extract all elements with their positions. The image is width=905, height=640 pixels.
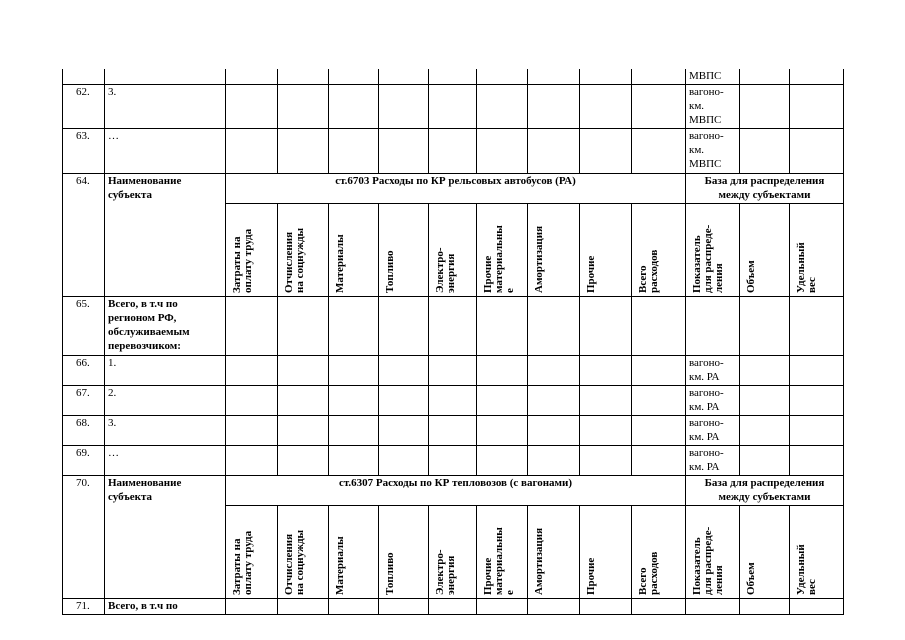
column-header [477,505,528,598]
section-header-row [63,173,844,203]
distribution-base-cell: вагоно- км. РА [686,355,740,385]
volume-cell [740,415,790,445]
weight-cell [790,415,844,445]
cost-cell [329,296,379,355]
cost-cell [278,385,329,415]
row-name: Всего, в т.ч по [105,598,226,614]
cost-cell [632,296,686,355]
volume-cell [740,355,790,385]
cost-cell [632,445,686,475]
row-name: Всего, в т.ч по регионом РФ, обслуживаемым перевозчиком: [105,296,226,355]
cost-cell [632,598,686,614]
cost-cell [580,598,632,614]
weight-cell [790,598,844,614]
column-header-text: Прочие [585,255,597,293]
base-column-header [790,203,844,296]
cost-cell [329,445,379,475]
column-header [226,203,278,296]
column-header-text: Прочие [585,557,597,595]
section-title: ст.6703 Расходы по КР рельсовых автобусов (РА) [226,173,686,203]
column-header-text: Затраты на оплату труда [231,530,254,595]
table-row [63,84,844,128]
column-header-text: Всего расходов [637,551,660,595]
column-header [632,203,686,296]
volume-cell [740,296,790,355]
cost-cell [477,84,528,128]
cost-cell [429,69,477,84]
column-header [379,505,429,598]
column-header [278,505,329,598]
cost-cell [528,355,580,385]
cost-cell [528,296,580,355]
cost-cell [226,385,278,415]
cost-cell [429,385,477,415]
row-number: 63. [63,128,105,173]
cost-cell [278,415,329,445]
cost-cell [477,128,528,173]
cost-cell [429,128,477,173]
row-number [63,69,105,84]
cost-cell [329,128,379,173]
cost-cell [632,355,686,385]
row-name: 1. [105,355,226,385]
cost-cell [278,69,329,84]
cost-cell [477,445,528,475]
table-row [63,385,844,415]
column-header [580,203,632,296]
cost-cell [226,598,278,614]
column-header [528,203,580,296]
cost-cell [226,69,278,84]
cost-cell [477,296,528,355]
cost-cell [580,415,632,445]
cost-cell [329,415,379,445]
row-name: … [105,445,226,475]
cost-cell [278,84,329,128]
subject-header: Наименование субъекта [105,173,226,296]
column-header [429,505,477,598]
cost-cell [226,84,278,128]
base-column-header [686,203,740,296]
row-name [105,69,226,84]
row-number: 66. [63,355,105,385]
weight-cell [790,69,844,84]
column-header [278,203,329,296]
weight-cell [790,385,844,415]
volume-cell [740,385,790,415]
distribution-base-cell: вагоно- км. МВПС [686,128,740,173]
cost-allocation-table [62,69,844,615]
table-row [63,445,844,475]
cost-cell [226,445,278,475]
cost-cell [528,128,580,173]
cost-cell [429,415,477,445]
cost-cell [429,598,477,614]
cost-cell [329,385,379,415]
subject-header: Наименование субъекта [105,475,226,598]
cost-cell [528,69,580,84]
base-column-header-text: Удельный вес [795,241,818,293]
base-column-header-text: Удельный вес [795,543,818,595]
base-column-header-text: Показатель для распреде- ления [691,224,725,293]
cost-cell [632,128,686,173]
weight-cell [790,84,844,128]
base-column-header-text: Объем [745,259,757,293]
cost-cell [580,84,632,128]
cost-cell [379,598,429,614]
column-header-text: Прочие материальны е [482,526,516,595]
cost-cell [379,385,429,415]
column-header [528,505,580,598]
cost-cell [226,128,278,173]
base-column-header [740,203,790,296]
cost-cell [379,445,429,475]
row-name: 3. [105,415,226,445]
cost-cell [329,598,379,614]
cost-cell [379,84,429,128]
table-row [63,296,844,355]
column-header-text: Отчисления на соцнужды [283,529,306,595]
row-name: … [105,128,226,173]
cost-cell [429,296,477,355]
cost-cell [278,598,329,614]
row-name: 2. [105,385,226,415]
base-title: База для распределения между субъектами [686,173,844,203]
row-number: 67. [63,385,105,415]
column-header [379,203,429,296]
volume-cell [740,84,790,128]
cost-cell [580,128,632,173]
column-header [429,203,477,296]
weight-cell [790,445,844,475]
cost-cell [379,296,429,355]
distribution-base-cell: вагоно- км. РА [686,415,740,445]
cost-cell [429,445,477,475]
base-column-header-text: Показатель для распреде- ления [691,526,725,595]
base-column-header [740,505,790,598]
cost-cell [580,385,632,415]
column-header [226,505,278,598]
cost-cell [329,84,379,128]
cost-cell [278,128,329,173]
table-row [63,69,844,84]
column-header-text: Электро- энергия [434,548,457,595]
column-header-text: Материалы [334,535,346,595]
row-number: 69. [63,445,105,475]
column-header-text: Амортизация [533,225,545,293]
column-header-text: Электро- энергия [434,246,457,293]
cost-cell [477,69,528,84]
base-column-header-text: Объем [745,561,757,595]
cost-cell [528,385,580,415]
cost-cell [477,385,528,415]
cost-cell [477,415,528,445]
base-title: База для распределения между субъектами [686,475,844,505]
weight-cell [790,296,844,355]
column-header-text: Материалы [334,233,346,293]
cost-cell [379,355,429,385]
cost-cell [278,355,329,385]
weight-cell [790,128,844,173]
distribution-base-cell: вагоно- км. РА [686,385,740,415]
cost-cell [528,598,580,614]
cost-cell [226,355,278,385]
cost-cell [379,128,429,173]
row-number: 65. [63,296,105,355]
cost-cell [477,355,528,385]
cost-cell [632,84,686,128]
row-number: 68. [63,415,105,445]
distribution-base-cell [686,296,740,355]
row-number: 62. [63,84,105,128]
cost-cell [580,445,632,475]
distribution-base-cell [686,598,740,614]
row-number: 64. [63,173,105,296]
cost-cell [528,84,580,128]
cost-cell [580,355,632,385]
cost-cell [632,415,686,445]
cost-cell [477,598,528,614]
column-header-text: Отчисления на соцнужды [283,227,306,293]
cost-cell [278,296,329,355]
distribution-base-cell: МВПС [686,69,740,84]
section-title: ст.6307 Расходы по КР тепловозов (с вагонами) [226,475,686,505]
column-header [477,203,528,296]
cost-cell [329,355,379,385]
cost-cell [429,355,477,385]
column-header-text: Затраты на оплату труда [231,228,254,293]
cost-cell [580,296,632,355]
volume-cell [740,598,790,614]
cost-cell [632,385,686,415]
column-header-text: Топливо [384,249,396,293]
cost-cell [379,415,429,445]
column-header-text: Амортизация [533,527,545,595]
cost-cell [226,415,278,445]
column-header [329,505,379,598]
base-column-header [790,505,844,598]
table-row [63,598,844,614]
column-header [632,505,686,598]
table-row [63,415,844,445]
cost-cell [528,415,580,445]
volume-cell [740,69,790,84]
volume-cell [740,128,790,173]
column-header-text: Топливо [384,551,396,595]
column-header [580,505,632,598]
distribution-base-cell: вагоно- км. РА [686,445,740,475]
cost-cell [632,69,686,84]
cost-cell [528,445,580,475]
cost-cell [580,69,632,84]
column-header-text: Прочие материальны е [482,224,516,293]
weight-cell [790,355,844,385]
cost-cell [226,296,278,355]
row-number: 71. [63,598,105,614]
volume-cell [740,445,790,475]
column-header [329,203,379,296]
cost-cell [379,69,429,84]
base-column-header [686,505,740,598]
distribution-base-cell: вагоно- км. МВПС [686,84,740,128]
row-name: 3. [105,84,226,128]
column-header-text: Всего расходов [637,249,660,293]
section-header-row [63,475,844,505]
cost-cell [429,84,477,128]
row-number: 70. [63,475,105,598]
cost-cell [278,445,329,475]
cost-cell [329,69,379,84]
table-row [63,128,844,173]
table-row [63,355,844,385]
